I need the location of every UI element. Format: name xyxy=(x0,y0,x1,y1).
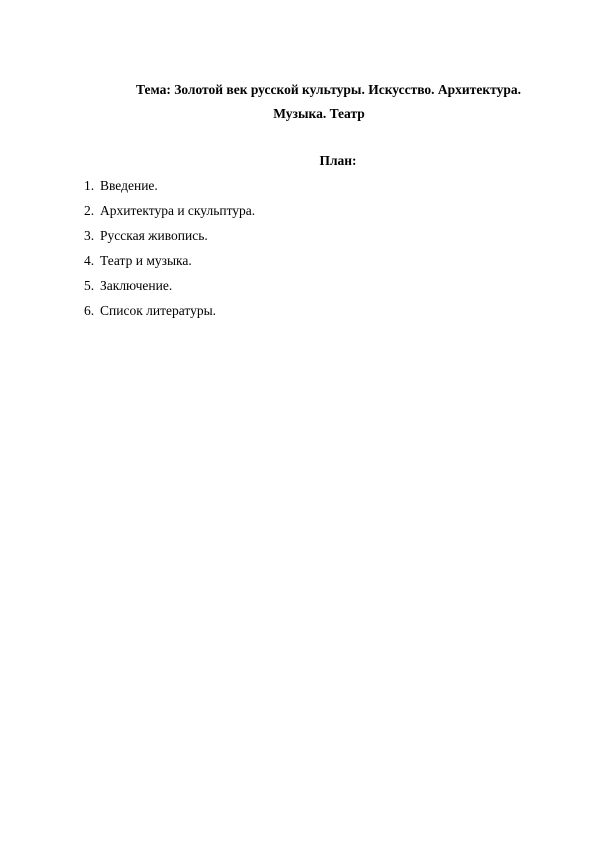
plan-item-number: 6. xyxy=(84,303,95,318)
plan-item-text: Театр и музыка. xyxy=(100,253,192,268)
plan-item xyxy=(84,228,255,253)
plan-item-number: 2. xyxy=(84,203,95,218)
plan-item-number: 5. xyxy=(84,278,95,293)
plan-heading: План: xyxy=(319,153,357,168)
plan-item-text: Введение. xyxy=(100,178,158,193)
document-title-line-1: Тема: Золотой век русской культуры. Искусство. Архитектура. xyxy=(136,82,521,97)
plan-item-number: 4. xyxy=(84,253,95,268)
plan-item xyxy=(84,303,255,328)
plan-item-number: 1. xyxy=(84,178,95,193)
plan-list xyxy=(84,178,255,328)
plan-item xyxy=(84,178,255,203)
plan-item xyxy=(84,278,255,303)
plan-item xyxy=(84,203,255,228)
plan-item xyxy=(84,253,255,278)
plan-item-text: Список литературы. xyxy=(100,303,217,318)
document-title-line-2: Музыка. Театр xyxy=(273,106,365,121)
plan-item-text: Архитектура и скульптура. xyxy=(100,203,256,218)
plan-item-text: Заключение. xyxy=(100,278,173,293)
plan-item-number: 3. xyxy=(84,228,95,243)
plan-item-text: Русская живопись. xyxy=(100,228,208,243)
